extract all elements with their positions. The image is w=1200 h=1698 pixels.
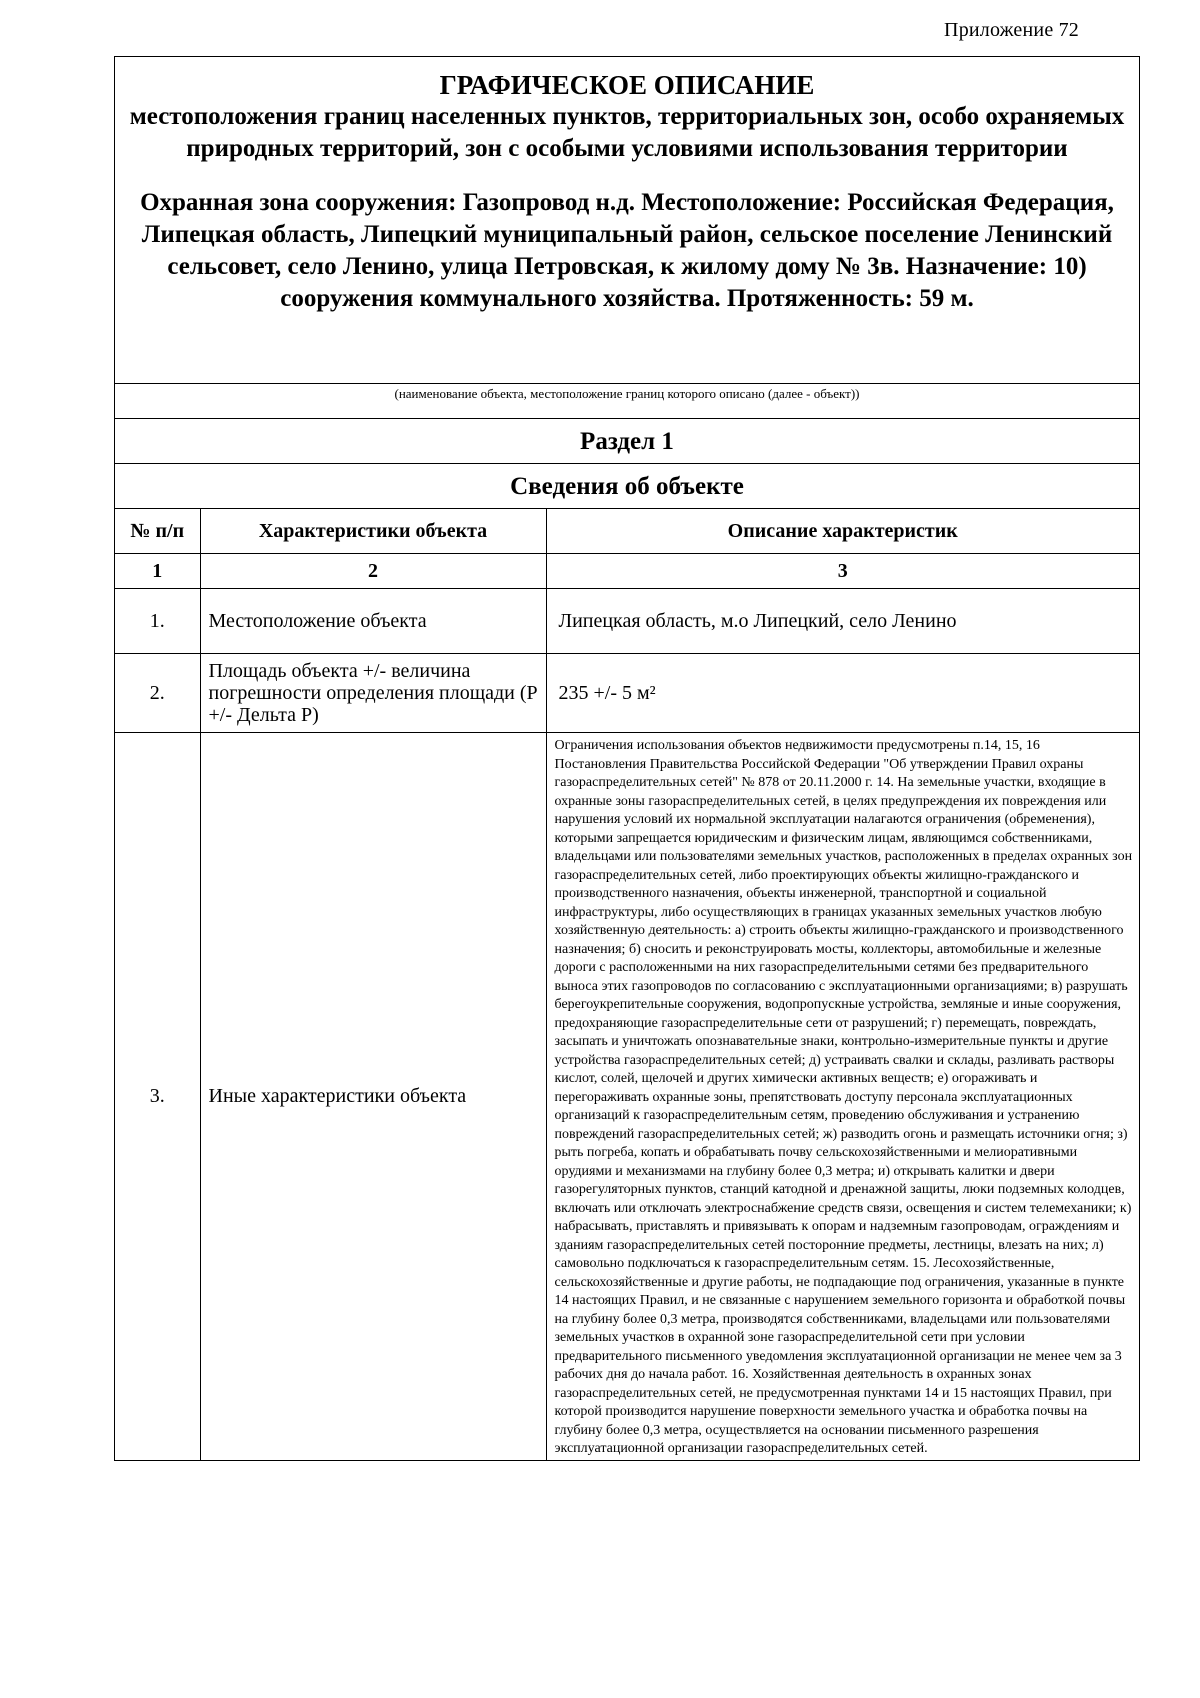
- table-row: [115, 589, 1139, 654]
- row-value-long-text: Ограничения использования объектов недвижимости предусмотрены п.14, 15, 16 Постановления Правительства Российской Федерации "Об утверждении Правил охраны газораспределительных сетей" № 878 от 20.11.2000 г. 14. На земельные участки, входящие в охранные зоны газораспределительных сетей, в целях предупреждения их повреждения или нарушения условий их нормальной эксплуатации налагаются ограничения (обременения), которыми запрещается юридическим и физическим лицам, являющимся собственниками, владельцами или пользователями земельных участков, расположенных в пределах охранных зон газораспределительных сетей, либо проектирующих объекты жилищно-гражданского и производственного назначения, объекты инженерной, транспортной и социальной инфраструктуры, либо осуществляющих в границах указанных земельных участков любую хозяйственную деятельность: а) строить объекты жилищно-гражданского и производственного назначения; б) сносить и реконструировать мосты, коллекторы, автомобильные и железные дороги с расположенными на них газораспределительными сетями без предварительного выноса этих газопроводов по согласованию с эксплуатационными организациями; в) разрушать берегоукрепительные сооружения, водопропускные устройства, земляные и иные сооружения, предохраняющие газораспределительные сети от разрушений; г) перемещать, повреждать, засыпать и уничтожать опознавательные знаки, контрольно-измерительные пункты и другие устройства газораспределительных сетей; д) устраивать свалки и склады, разливать растворы кислот, солей, щелочей и других химически активных веществ; е) огораживать и перегораживать охранные зоны, препятствовать доступу персонала эксплуатационных организаций к газораспределительным сетям, проведению обслуживания и устранению повреждений газораспределительных сетей; ж) разводить огонь и размещать источники огня; з) рыть погреба, копать и обрабатывать почву сельскохозяйственными и мелиоративными орудиями и механизмами на глубину более 0,3 метра; и) открывать калитки и двери газорегуляторных пунктов, станций катодной и дренажной защиты, люки подземных колодцев, включать или отключать электроснабжение средств связи, освещения и систем телемеханики; к) набрасывать, приставлять и привязывать к опорам и надземным газопроводам, ограждениям и зданиям газораспределительных сетей посторонние предметы, лестницы, влезать на них; л) самовольно подключаться к газораспределительным сетям. 15. Лесохозяйственные, сельскохозяйственные и другие работы, не подпадающие под ограничения, указанные в пункте 14 настоящих Правил, и не связанные с нарушением земельного горизонта и обработкой почвы на глубину более 0,3 метра, производятся собственниками, владельцами или пользователями земельных участков в охранной зоне газораспределительной сети при условии предварительного письменного уведомления эксплуатационной организации не менее чем за 3 рабочих дня до начала работ. 16. Хозяйственная деятельность в охранных зонах газораспределительных сетей, не предусмотренная пунктами 14 и 15 настоящих Правил, при которой производится нарушение поверхности земельного участка и обработка почвы на глубину более 0,3 метра, осуществляется на основании письменного разрешения эксплуатационной организации газораспределительных сетей.: [546, 733, 1139, 1460]
- column-number: 1: [115, 554, 200, 589]
- document-frame: [114, 56, 1140, 1461]
- row-number: 1.: [115, 589, 200, 654]
- object-description: Охранная зона сооружения: Газопровод н.д. Местоположение: Российская Федерация, Липецкая область, Липецкий муниципальный район, сельское поселение Ленинский сельсовет, село Ленино, улица Петровская, к жилому дому № 3в. Назначение: 10) сооружения коммунального хозяйства. Протяженность: 59 м.: [140, 189, 1114, 312]
- column-header-characteristic: Характеристики объекта: [200, 509, 546, 554]
- section-title: Раздел 1: [115, 418, 1139, 463]
- row-value: Липецкая область, м.о Липецкий, село Ленино: [546, 589, 1139, 654]
- column-number: 2: [200, 554, 546, 589]
- row-number: 2.: [115, 654, 200, 733]
- document-subtitle: местоположения границ населенных пунктов, территориальных зон, особо охраняемых природных территорий, зон с особыми условиями использования территории: [129, 103, 1125, 162]
- document-header: [115, 57, 1139, 383]
- column-header-description: Описание характеристик: [546, 509, 1139, 554]
- table-row: [115, 654, 1139, 733]
- appendix-label: Приложение 72: [944, 19, 1079, 41]
- row-number: 3.: [115, 733, 200, 1460]
- document-title: ГРАФИЧЕСКОЕ ОПИСАНИЕ: [439, 70, 815, 100]
- column-number: 3: [546, 554, 1139, 589]
- row-characteristic: Иные характеристики объекта: [200, 733, 546, 1460]
- column-number-row: [115, 554, 1139, 589]
- table-header-row: [115, 509, 1139, 554]
- object-description-note: (наименование объекта, местоположение границ которого описано (далее - объект)): [115, 383, 1139, 418]
- row-characteristic: Площадь объекта +/- величина погрешности определения площади (Р +/- Дельта Р): [200, 654, 546, 733]
- row-characteristic: Местоположение объекта: [200, 589, 546, 654]
- section-subtitle: Сведения об объекте: [115, 463, 1139, 508]
- row-value: 235 +/- 5 м²: [546, 654, 1139, 733]
- table-row: [115, 733, 1139, 1460]
- column-header-number: № п/п: [115, 509, 200, 554]
- object-info-table: [115, 508, 1139, 1460]
